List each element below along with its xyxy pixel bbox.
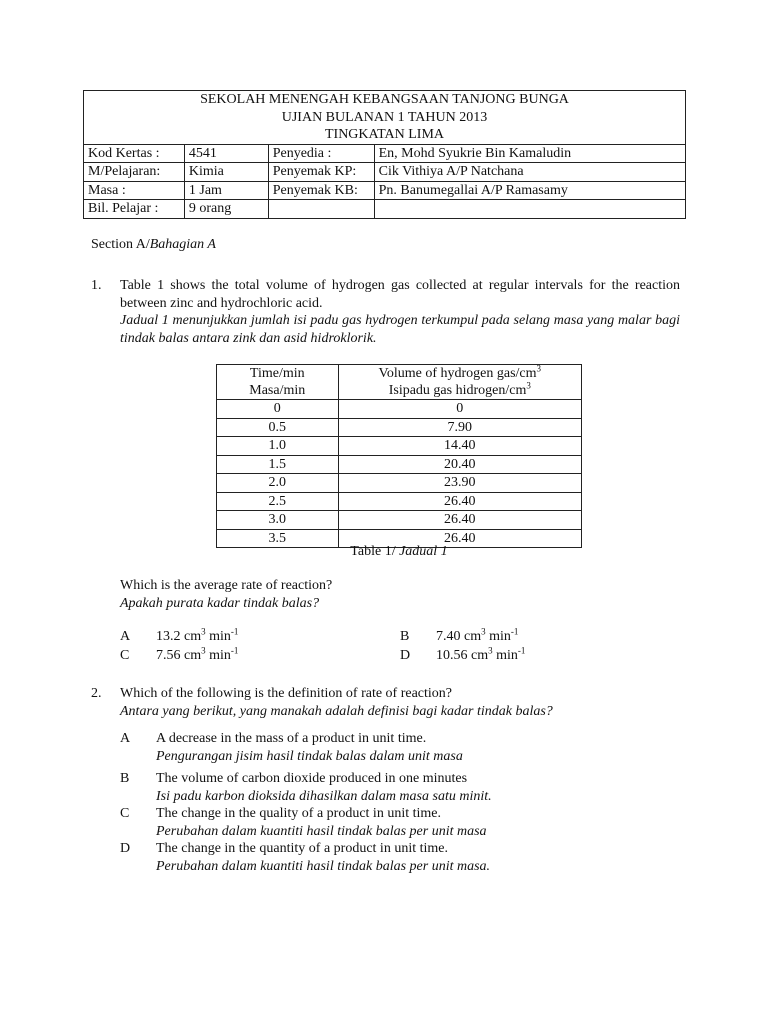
option-value <box>156 628 238 646</box>
option-text <box>156 805 487 840</box>
option-value-text: 7.56 cm <box>156 648 202 663</box>
option-exp: 3 <box>488 645 493 656</box>
header-key: Bil. Pelajar : <box>84 200 185 219</box>
table-header-volume <box>338 365 581 400</box>
option-label: B <box>120 771 130 786</box>
header-value: Pn. Banumegallai A/P Ramasamy <box>374 181 685 200</box>
option-exp: -1 <box>517 645 526 656</box>
header-value: 1 Jam <box>184 181 268 200</box>
header-key <box>268 200 374 219</box>
option-label: A <box>120 629 131 644</box>
option-value <box>436 628 518 646</box>
question-text-en: Which of the following is the definition of rate of reaction? <box>120 686 453 701</box>
time-cell: 2.5 <box>217 492 339 511</box>
table-caption <box>216 543 582 561</box>
option-c[interactable] <box>120 647 238 665</box>
table-row <box>217 455 582 474</box>
option-unit: min <box>205 648 231 663</box>
option-exp: -1 <box>230 626 239 637</box>
volume-cell: 20.40 <box>338 455 581 474</box>
option-text-ms: Isi padu karbon dioksida dihasilkan dalam masa satu minit. <box>156 788 492 804</box>
time-cell: 1.0 <box>217 437 339 456</box>
caption-en: Table 1/ <box>350 544 400 559</box>
option-d[interactable] <box>400 647 525 665</box>
header-key: Masa : <box>84 181 185 200</box>
col2-en: Volume of hydrogen gas/cm <box>378 366 537 381</box>
school-name: SEKOLAH MENENGAH KEBANGSAAN TANJONG BUNGA <box>84 91 686 109</box>
volume-cell: 26.40 <box>338 511 581 530</box>
option-exp: 3 <box>201 645 206 656</box>
header-value: 9 orang <box>184 200 268 219</box>
volume-cell: 26.40 <box>338 529 581 548</box>
header-row <box>84 200 686 219</box>
header-key: Penyemak KP: <box>268 163 374 182</box>
option-unit: min <box>205 629 231 644</box>
table-row <box>217 492 582 511</box>
header-row <box>84 181 686 200</box>
option-value-text: 10.56 cm <box>436 648 489 663</box>
option-text <box>156 770 492 805</box>
option-exp: -1 <box>230 645 239 656</box>
question-text-en: Table 1 shows the total volume of hydrogen gas collected at regular intervals for the reaction between zinc and hydrochloric acid. <box>120 278 680 311</box>
volume-cell: 23.90 <box>338 474 581 493</box>
option-b[interactable] <box>400 628 518 646</box>
header-value: Cik Vithiya A/P Natchana <box>374 163 685 182</box>
option-exp: 3 <box>481 626 486 637</box>
caption-ms: Jadual 1 <box>399 544 448 559</box>
option-label: D <box>400 648 411 663</box>
option-label: B <box>400 629 410 644</box>
option-exp: 3 <box>201 626 206 637</box>
option-text <box>156 730 463 765</box>
option-text-en: The volume of carbon dioxide produced in one minutes <box>156 771 468 786</box>
question-1-text <box>120 277 680 347</box>
volume-cell: 14.40 <box>338 437 581 456</box>
time-cell: 3.0 <box>217 511 339 530</box>
time-cell: 1.5 <box>217 455 339 474</box>
option-a[interactable] <box>120 628 238 646</box>
table-header-time <box>217 365 339 400</box>
option-value-text: 13.2 cm <box>156 629 202 644</box>
sub-question-ms: Apakah purata kadar tindak balas? <box>120 595 320 611</box>
header-row <box>84 144 686 163</box>
option-text-ms: Perubahan dalam kuantiti hasil tindak balas per unit masa. <box>156 858 491 874</box>
option-a[interactable] <box>120 730 463 765</box>
option-c[interactable] <box>120 805 487 840</box>
time-cell: 0.5 <box>217 418 339 437</box>
col1-en: Time/min <box>249 366 305 381</box>
header-table <box>83 90 686 219</box>
table-row <box>217 418 582 437</box>
header-value <box>374 200 685 219</box>
table-row <box>217 400 582 419</box>
table-row <box>217 474 582 493</box>
table-row <box>217 511 582 530</box>
option-exp: -1 <box>510 626 519 637</box>
header-key: M/Pelajaran: <box>84 163 185 182</box>
time-cell: 2.0 <box>217 474 339 493</box>
option-value <box>156 647 238 665</box>
data-table <box>216 364 582 548</box>
table-header-row <box>217 365 582 400</box>
option-label: A <box>120 731 131 746</box>
option-text-en: The change in the quantity of a product in unit time. <box>156 841 448 856</box>
header-row <box>84 163 686 182</box>
header-value: En, Mohd Syukrie Bin Kamaludin <box>374 144 685 163</box>
section-heading-en: Section A/ <box>91 237 150 252</box>
time-cell: 3.5 <box>217 529 339 548</box>
option-text <box>156 840 490 875</box>
sub-question <box>120 577 332 612</box>
option-unit: min <box>485 629 511 644</box>
header-value: 4541 <box>184 144 268 163</box>
question-text-ms: Jadual 1 menunjukkan jumlah isi padu gas hydrogen terkumpul pada selang masa yang malar bagi tindak balas antara zink dan asid hidroklorik. <box>120 313 680 346</box>
col2-ms-exp: 3 <box>526 380 531 391</box>
option-label: C <box>120 648 130 663</box>
volume-cell: 7.90 <box>338 418 581 437</box>
exam-title: UJIAN BULANAN 1 TAHUN 2013 <box>84 109 686 127</box>
option-text-ms: Pengurangan jisim hasil tindak balas dalam unit masa <box>156 748 463 764</box>
header-value: Kimia <box>184 163 268 182</box>
question-number: 2. <box>91 686 102 701</box>
section-heading-ms: Bahagian A <box>149 237 216 252</box>
question-2-text <box>120 685 553 720</box>
col2-en-exp: 3 <box>536 363 542 374</box>
sub-question-en: Which is the average rate of reaction? <box>120 578 333 593</box>
table-row <box>217 437 582 456</box>
question-text-ms: Antara yang berikut, yang manakah adalah definisi bagi kadar tindak balas? <box>120 703 553 719</box>
col2-ms-wrap <box>343 382 577 399</box>
col2-en-wrap <box>343 365 577 382</box>
option-label: C <box>120 806 130 821</box>
header-key: Penyedia : <box>268 144 374 163</box>
option-text-en: A decrease in the mass of a product in unit time. <box>156 731 427 746</box>
option-text-ms: Perubahan dalam kuantiti hasil tindak balas per unit masa <box>156 823 487 839</box>
col2-ms: Isipadu gas hidrogen/cm <box>388 383 527 398</box>
header-key: Penyemak KB: <box>268 181 374 200</box>
section-heading <box>91 236 216 254</box>
volume-cell: 0 <box>338 400 581 419</box>
question-number: 1. <box>91 278 102 293</box>
option-b[interactable] <box>120 770 492 805</box>
option-text-en: The change in the quality of a product in unit time. <box>156 806 441 821</box>
form-level: TINGKATAN LIMA <box>84 126 686 144</box>
header-key: Kod Kertas : <box>84 144 185 163</box>
option-d[interactable] <box>120 840 490 875</box>
option-value-text: 7.40 cm <box>436 629 482 644</box>
option-unit: min <box>492 648 518 663</box>
time-cell: 0 <box>217 400 339 419</box>
col1-ms: Masa/min <box>249 383 306 398</box>
option-label: D <box>120 841 131 856</box>
volume-cell: 26.40 <box>338 492 581 511</box>
option-value <box>436 647 525 665</box>
